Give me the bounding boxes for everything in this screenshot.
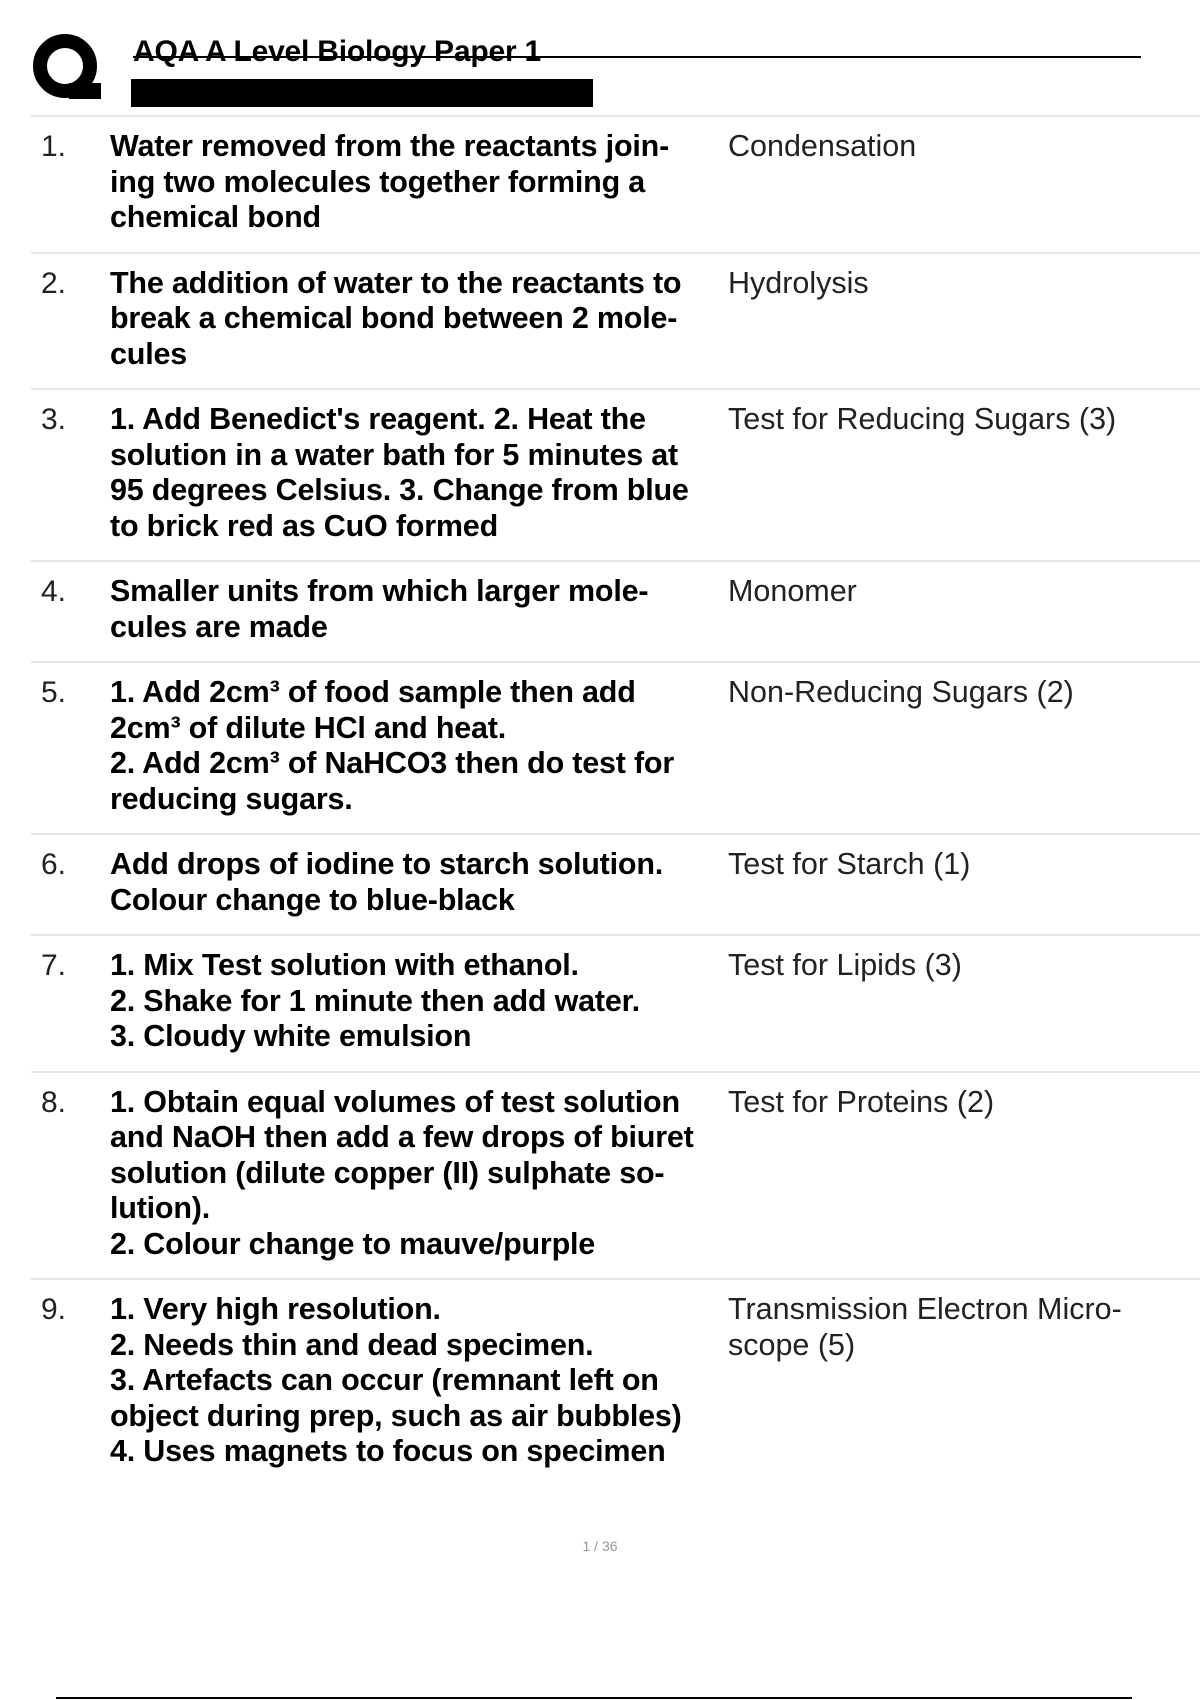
flashcard-row bbox=[31, 117, 1200, 254]
flashcard-row bbox=[31, 663, 1200, 835]
page-indicator: 1 / 36 bbox=[582, 1538, 618, 1554]
redacted-subtitle-bar bbox=[131, 79, 593, 107]
page-header bbox=[0, 0, 1200, 118]
flashcard-row bbox=[31, 254, 1200, 391]
card-definition: Non-Reducing Sugars (2) bbox=[728, 675, 1074, 709]
card-definition: Monomer bbox=[728, 574, 857, 608]
card-term: The addition of water to the reactants to break a chemical bond between 2 mole- cules bbox=[110, 265, 682, 371]
card-term: Water removed from the reactants join- ing two molecules together forming a chemical bond bbox=[110, 129, 670, 234]
card-number: 9. bbox=[41, 1293, 67, 1326]
card-definition: Test for Starch (1) bbox=[728, 847, 971, 881]
card-number: 2. bbox=[41, 266, 67, 300]
flashcard-list bbox=[31, 115, 1200, 1486]
card-number: 4. bbox=[41, 575, 67, 608]
card-term: 1. Add Benedict's reagent. 2. Heat the solution in a water bath for 5 minutes at 95 degrees Celsius. 3. Change from blue to brick red as CuO formed bbox=[110, 402, 689, 543]
card-definition: Transmission Electron Micro- scope (5) bbox=[728, 1292, 1122, 1362]
flashcard-row bbox=[31, 390, 1200, 562]
card-number: 5. bbox=[41, 676, 67, 709]
card-term: 1. Obtain equal volumes of test solution and NaOH then add a few drops of biuret solution (dilute copper (II) sulphate so- lution). 2. Colour change to mauve/purple bbox=[110, 1084, 694, 1261]
document-title: AQA A Level Biology Paper 1 bbox=[133, 35, 542, 68]
card-number: 1. bbox=[41, 130, 67, 163]
flashcard-row bbox=[31, 1280, 1200, 1486]
card-number: 8. bbox=[41, 1085, 67, 1119]
card-term: Add drops of iodine to starch solution. Colour change to blue-black bbox=[110, 847, 664, 917]
flashcard-row bbox=[31, 835, 1200, 936]
card-definition: Test for Reducing Sugars (3) bbox=[728, 402, 1117, 436]
card-number: 7. bbox=[41, 949, 67, 982]
quizlet-q-logo-icon bbox=[33, 33, 101, 101]
flashcard-row bbox=[31, 936, 1200, 1073]
bottom-divider bbox=[56, 1697, 1132, 1699]
card-definition: Test for Lipids (3) bbox=[728, 948, 962, 982]
card-number: 6. bbox=[41, 848, 67, 881]
card-definition: Hydrolysis bbox=[728, 265, 869, 300]
card-term: 1. Add 2cm³ of food sample then add 2cm³ of dilute HCl and heat. 2. Add 2cm³ of NaHCO3 then do test for reducing sugars. bbox=[110, 675, 675, 816]
card-term: Smaller units from which larger mole- cules are made bbox=[110, 574, 649, 644]
card-number: 3. bbox=[41, 403, 67, 436]
title-strikethrough-line bbox=[133, 56, 1141, 58]
flashcard-row bbox=[31, 562, 1200, 663]
card-definition: Test for Proteins (2) bbox=[728, 1084, 995, 1119]
card-term: 1. Mix Test solution with ethanol. 2. Shake for 1 minute then add water. 3. Cloudy white emulsion bbox=[110, 948, 640, 1053]
flashcard-row bbox=[31, 1073, 1200, 1281]
card-term: 1. Very high resolution. 2. Needs thin and dead specimen. 3. Artefacts can occur (remnant left on object during prep, such as air bubbles) 4. Uses magnets to focus on specimen bbox=[110, 1292, 682, 1468]
card-definition: Condensation bbox=[728, 129, 917, 163]
